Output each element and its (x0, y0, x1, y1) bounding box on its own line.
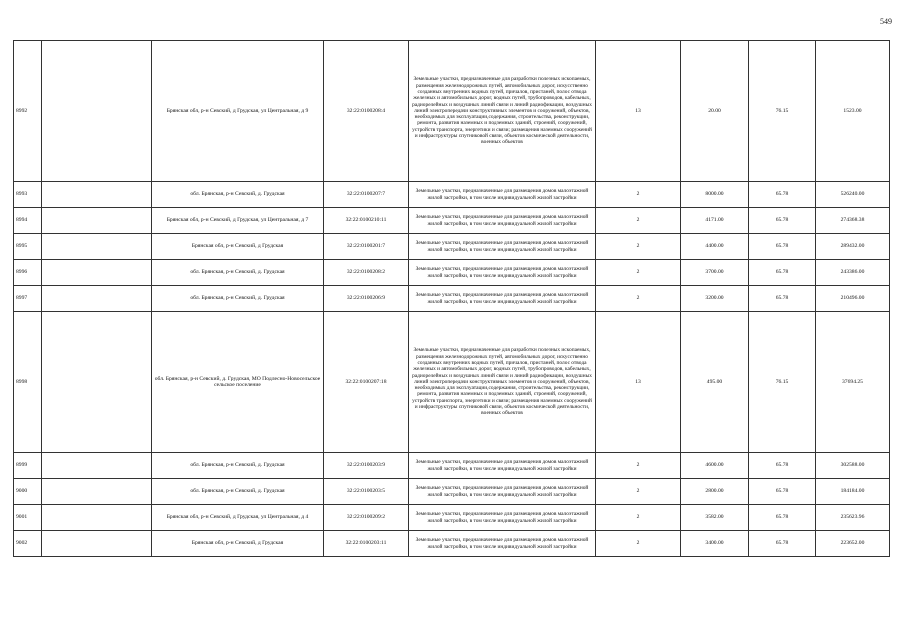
row-number-cell: 8996 (14, 260, 42, 286)
cadastral-value-cell: 1523.00 (816, 41, 890, 182)
table-row (14, 41, 890, 182)
table-row (14, 505, 890, 531)
area-cell: 3400.00 (681, 531, 749, 557)
address-cell: Брянская обл, р-н Севский, д Грудская, ул Центральная, д 4 (152, 505, 324, 531)
address-cell: Брянская обл, р-н Севский, д Грудская, ул Центральная, д 9 (152, 41, 324, 182)
group-number-cell: 2 (596, 531, 681, 557)
group-number-cell: 2 (596, 234, 681, 260)
land-use-purpose-cell: Земельные участки, предназначенные для размещения домов малоэтажной жилой застройки, в том числе индивидуальной жилой застройки (409, 208, 596, 234)
table-body (14, 41, 890, 557)
specific-value-cell: 65.78 (749, 453, 816, 479)
empty-cell (42, 234, 152, 260)
address-cell: обл. Брянская, р-н Севский, д. Грудская (152, 260, 324, 286)
table-row (14, 234, 890, 260)
address-cell: Брянская обл, р-н Севский, д Грудская (152, 531, 324, 557)
cadastral-value-cell: 243386.00 (816, 260, 890, 286)
table-row (14, 312, 890, 453)
group-number-cell: 13 (596, 41, 681, 182)
table-row (14, 260, 890, 286)
cadastral-number-cell: 32:22:0100208:4 (324, 41, 409, 182)
cadastral-value-cell: 235623.96 (816, 505, 890, 531)
address-cell: обл. Брянская, р-н Севский, д. Грудская (152, 286, 324, 312)
specific-value-cell: 65.78 (749, 286, 816, 312)
land-use-purpose-cell: Земельные участки, предназначенные для размещения домов малоэтажной жилой застройки, в том числе индивидуальной жилой застройки (409, 531, 596, 557)
address-cell: Брянская обл, р-н Севский, д Грудская (152, 234, 324, 260)
row-number-cell: 9000 (14, 479, 42, 505)
specific-value-cell: 65.78 (749, 531, 816, 557)
group-number-cell: 2 (596, 479, 681, 505)
address-cell: обл. Брянская, р-н Севский, д. Грудская, МО Подлесно-Новосельское сельское поселение (152, 312, 324, 453)
table-row (14, 208, 890, 234)
empty-cell (42, 312, 152, 453)
area-cell: 8000.00 (681, 182, 749, 208)
specific-value-cell: 65.78 (749, 505, 816, 531)
cadastral-value-cell: 289432.00 (816, 234, 890, 260)
table-row (14, 286, 890, 312)
row-number-cell: 8999 (14, 453, 42, 479)
specific-value-cell: 65.78 (749, 234, 816, 260)
cadastral-value-cell: 274368.38 (816, 208, 890, 234)
specific-value-cell: 65.78 (749, 208, 816, 234)
row-number-cell: 8998 (14, 312, 42, 453)
cadastral-number-cell: 32:22:0100207:18 (324, 312, 409, 453)
area-cell: 4171.00 (681, 208, 749, 234)
group-number-cell: 2 (596, 260, 681, 286)
empty-cell (42, 41, 152, 182)
row-number-cell: 8995 (14, 234, 42, 260)
specific-value-cell: 65.78 (749, 260, 816, 286)
row-number-cell: 9002 (14, 531, 42, 557)
cadastral-number-cell: 32:22:0100209:2 (324, 505, 409, 531)
group-number-cell: 2 (596, 286, 681, 312)
cadastral-value-cell: 526240.00 (816, 182, 890, 208)
group-number-cell: 2 (596, 182, 681, 208)
cadastral-number-cell: 32:22:0100208:2 (324, 260, 409, 286)
empty-cell (42, 260, 152, 286)
cadastral-number-cell: 32:22:0100203:11 (324, 531, 409, 557)
cadastral-value-cell: 223652.00 (816, 531, 890, 557)
table-row (14, 531, 890, 557)
empty-cell (42, 182, 152, 208)
area-cell: 4600.00 (681, 453, 749, 479)
area-cell: 2800.00 (681, 479, 749, 505)
area-cell: 3700.00 (681, 260, 749, 286)
row-number-cell: 8994 (14, 208, 42, 234)
row-number-cell: 8997 (14, 286, 42, 312)
address-cell: обл. Брянская, р-н Севский, д. Грудская (152, 453, 324, 479)
specific-value-cell: 76.15 (749, 312, 816, 453)
address-cell: обл. Брянская, р-н Севский, д. Грудская (152, 479, 324, 505)
row-number-cell: 9001 (14, 505, 42, 531)
land-use-purpose-cell: Земельные участки, предназначенные для разработки полезных ископаемых, размещения железнодорожных путей, автомобильных дорог, искусственно созданных внутренних водных путей, причалов, пристаней, полос отвода железных и автомобильных дорог, водных путей, трубопроводов, кабельных, радиорелейных и воздушных линий связи и линий радиофикации, воздушных линий электропередачи конструктивных элементов и сооружений, объектов, необходимых для эксплуатации,содержания, строительства, реконструкции, ремонта, развития наземных и подземных зданий, строений, сооружений, устройств транспорта, энергетики и связи; размещения наземных сооружений и инфраструктуры спутниковой связи, объектов космической деятельности, военных объектов (409, 41, 596, 182)
table-row (14, 479, 890, 505)
cadastral-number-cell: 32:22:0100203:5 (324, 479, 409, 505)
group-number-cell: 2 (596, 453, 681, 479)
empty-cell (42, 208, 152, 234)
row-number-cell: 8992 (14, 41, 42, 182)
area-cell: 3200.00 (681, 286, 749, 312)
row-number-cell: 8993 (14, 182, 42, 208)
land-registry-table (13, 40, 890, 557)
land-use-purpose-cell: Земельные участки, предназначенные для размещения домов малоэтажной жилой застройки, в том числе индивидуальной жилой застройки (409, 505, 596, 531)
land-use-purpose-cell: Земельные участки, предназначенные для размещения домов малоэтажной жилой застройки, в том числе индивидуальной жилой застройки (409, 286, 596, 312)
empty-cell (42, 505, 152, 531)
group-number-cell: 13 (596, 312, 681, 453)
group-number-cell: 2 (596, 505, 681, 531)
cadastral-number-cell: 32:22:0100203:9 (324, 453, 409, 479)
cadastral-value-cell: 302588.00 (816, 453, 890, 479)
land-use-purpose-cell: Земельные участки, предназначенные для размещения домов малоэтажной жилой застройки, в том числе индивидуальной жилой застройки (409, 453, 596, 479)
cadastral-value-cell: 184184.00 (816, 479, 890, 505)
area-cell: 4400.00 (681, 234, 749, 260)
cadastral-value-cell: 37694.25 (816, 312, 890, 453)
cadastral-number-cell: 32:22:0100210:11 (324, 208, 409, 234)
specific-value-cell: 65.78 (749, 479, 816, 505)
specific-value-cell: 65.78 (749, 182, 816, 208)
area-cell: 3582.00 (681, 505, 749, 531)
page-number: 549 (880, 17, 892, 26)
cadastral-value-cell: 210496.00 (816, 286, 890, 312)
specific-value-cell: 76.15 (749, 41, 816, 182)
cadastral-number-cell: 32:22:0100207:7 (324, 182, 409, 208)
land-use-purpose-cell: Земельные участки, предназначенные для размещения домов малоэтажной жилой застройки, в том числе индивидуальной жилой застройки (409, 260, 596, 286)
land-use-purpose-cell: Земельные участки, предназначенные для разработки полезных ископаемых, размещения железнодорожных путей, автомобильных дорог, искусственно созданных внутренних водных путей, причалов, пристаней, полос отвода железных и автомобильных дорог, водных путей, трубопроводов, кабельных, радиорелейных и воздушных линий связи и линий радиофикации, воздушных линий электропередачи конструктивных элементов и сооружений, объектов, необходимых для эксплуатации,содержания, строительства, реконструкции, ремонта, развития наземных и подземных зданий, строений, сооружений, устройств транспорта, энергетики и связи; размещения наземных сооружений и инфраструктуры спутниковой связи, объектов космической деятельности, военных объектов (409, 312, 596, 453)
address-cell: Брянская обл, р-н Севский, д Грудская, ул Центральная, д 7 (152, 208, 324, 234)
address-cell: обл. Брянская, р-н Севский, д. Грудская (152, 182, 324, 208)
table-row (14, 453, 890, 479)
group-number-cell: 2 (596, 208, 681, 234)
cadastral-number-cell: 32:22:0100201:7 (324, 234, 409, 260)
land-use-purpose-cell: Земельные участки, предназначенные для размещения домов малоэтажной жилой застройки, в том числе индивидуальной жилой застройки (409, 479, 596, 505)
empty-cell (42, 453, 152, 479)
empty-cell (42, 286, 152, 312)
empty-cell (42, 479, 152, 505)
area-cell: 495.00 (681, 312, 749, 453)
cadastral-number-cell: 32:22:0100206:9 (324, 286, 409, 312)
land-use-purpose-cell: Земельные участки, предназначенные для размещения домов малоэтажной жилой застройки, в том числе индивидуальной жилой застройки (409, 234, 596, 260)
land-use-purpose-cell: Земельные участки, предназначенные для размещения домов малоэтажной жилой застройки, в том числе индивидуальной жилой застройки (409, 182, 596, 208)
area-cell: 20.00 (681, 41, 749, 182)
table-row (14, 182, 890, 208)
empty-cell (42, 531, 152, 557)
